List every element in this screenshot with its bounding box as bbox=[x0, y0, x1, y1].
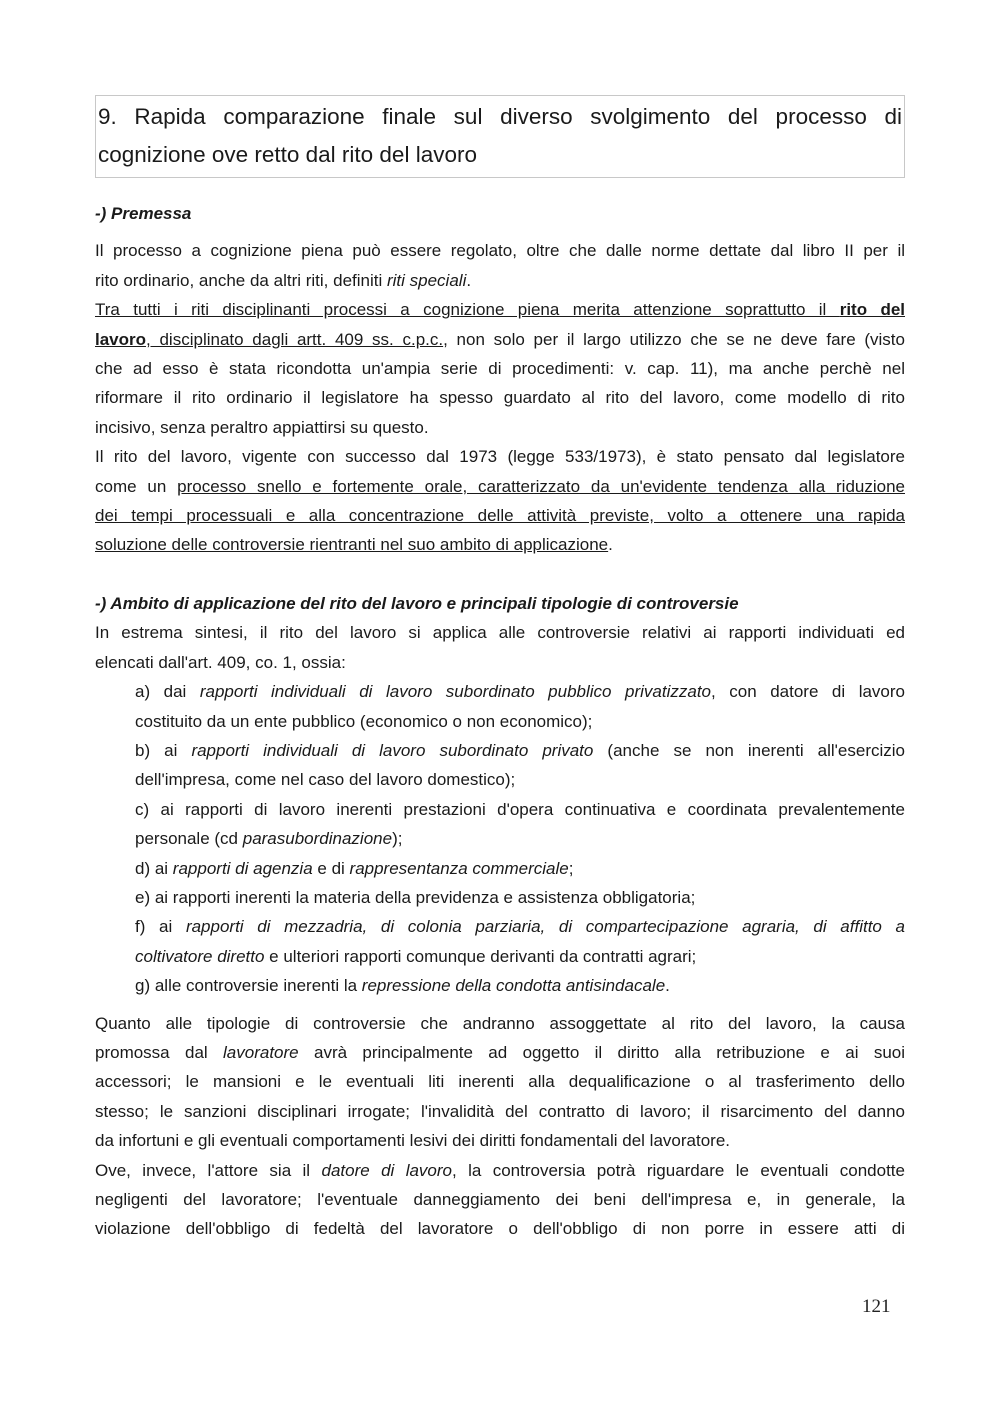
text-line: Tra tutti i riti disciplinanti processi a cognizione piena merita attenzione soprattutto il rito del bbox=[95, 300, 906, 320]
paragraph-datore bbox=[95, 1156, 905, 1244]
list-item: c) ai rapporti di lavoro inerenti prestazioni d'opera continuativa e coordinata prevalentemente personale (cd parasubordinazione); bbox=[135, 799, 905, 849]
text-line: Ove, invece, l'attore sia il datore di lavoro, la controversia potrà riguardare le eventuali condotte bbox=[95, 1160, 905, 1180]
text-line: incisivo, senza peraltro appiattirsi su questo. bbox=[95, 417, 429, 437]
text-line: Il rito del lavoro, vigente con successo dal 1973 (legge 533/1973), è stato pensato dal legislatore bbox=[95, 447, 905, 467]
list-item: d) ai rapporti di agenzia e di rappresentanza commerciale; bbox=[135, 858, 574, 878]
text-line: Quanto alle tipologie di controversie che andranno assoggettate al rito del lavoro, la causa bbox=[95, 1013, 905, 1033]
italic-term: riti speciali bbox=[386, 270, 467, 290]
paragraph-rito-lavoro bbox=[95, 295, 905, 442]
text-line: come un processo snello e fortemente orale, caratterizzato da un'evidente tendenza alla riduzione bbox=[95, 476, 905, 496]
text-line: negligenti del lavoratore; l'eventuale danneggiamento dei beni dell'impresa e, in generale, la bbox=[95, 1190, 905, 1209]
text-line: promossa dal lavoratore avrà principalmente ad oggetto il diritto alla retribuzione e ai suoi bbox=[95, 1042, 905, 1062]
text-line: violazione dell'obbligo di fedeltà del lavoratore o dell'obbligo di non porre in essere atti di bbox=[95, 1219, 905, 1239]
list-item: b) ai rapporti individuali di lavoro subordinato privato (anche se non inerenti all'esercizio dell'impresa, come nel caso del lavoro domestico); bbox=[135, 740, 905, 790]
text-line: soluzione delle controversie rientranti nel suo ambito di applicazione. bbox=[95, 535, 613, 555]
list-item: a) dai rapporti individuali di lavoro subordinato pubblico privatizzato, con datore di lavoro costituito da un ente pubblico (economico o non economico); bbox=[135, 682, 905, 731]
page-number: 121 bbox=[862, 1296, 891, 1317]
bold-term: lavoro bbox=[95, 329, 147, 349]
bold-term: rito del bbox=[839, 300, 906, 320]
text-line: Il processo a cognizione piena può essere regolato, oltre che dalle norme dettate dal libro II per il bbox=[95, 241, 905, 261]
paragraph-vigente bbox=[95, 442, 905, 560]
text-line: da infortuni e gli eventuali comportamenti lesivi dei diritti fondamentali del lavoratore. bbox=[95, 1131, 731, 1151]
text-line: In estrema sintesi, il rito del lavoro si applica alle controversie relativi ai rapporti individuati ed bbox=[95, 623, 905, 643]
text-line: elencati dall'art. 409, co. 1, ossia: bbox=[95, 652, 346, 672]
list-item: g) alle controversie inerenti la repressione della condotta antisindacale. bbox=[135, 976, 670, 996]
document-page bbox=[95, 95, 905, 1244]
chapter-title-line-2: cognizione ove retto dal rito del lavoro bbox=[98, 142, 477, 167]
text-line: accessori; le mansioni e le eventuali liti inerenti alla dequalificazione o al trasferimento dello bbox=[95, 1072, 905, 1092]
list-item: e) ai rapporti inerenti la materia della previdenza e assistenza obbligatoria; bbox=[135, 887, 696, 907]
text-line: che ad esso è stata ricondotta un'ampia serie di procedimenti: v. cap. 11), ma anche perchè nel bbox=[95, 359, 905, 379]
paragraph-intro bbox=[95, 236, 905, 295]
controversie-list bbox=[95, 677, 905, 1000]
text-line: lavoro, disciplinato dagli artt. 409 ss. c.p.c., non solo per il largo utilizzo che se ne deve fare (visto bbox=[95, 329, 905, 349]
text-line: riformare il rito ordinario il legislatore ha spesso guardato al rito del lavoro, come modello di rito bbox=[95, 388, 905, 408]
text-line: dei tempi processuali e alla concentrazione delle attività previste, volto a ottenere una rapida bbox=[95, 506, 905, 526]
paragraph-ambito-intro bbox=[95, 618, 905, 677]
section-heading-ambito: -) Ambito di applicazione del rito del lavoro e principali tipologie di controversie bbox=[95, 593, 739, 613]
text-line: rito ordinario, anche da altri riti, definiti riti speciali. bbox=[95, 270, 472, 290]
list-item: f) ai rapporti di mezzadria, di colonia parziaria, di compartecipazione agraria, di affitto a coltivatore diretto e ulteriori rapporti comunque derivanti da contratti agrari; bbox=[135, 917, 905, 966]
chapter-title-line-1: 9. Rapida comparazione finale sul diverso svolgimento del processo di bbox=[98, 104, 902, 129]
chapter-title bbox=[95, 95, 905, 178]
paragraph-lavoratore bbox=[95, 1009, 905, 1156]
section-heading-premessa: -) Premessa bbox=[95, 204, 192, 223]
text-line: stesso; le sanzioni disciplinari irrogate; l'invalidità del contratto di lavoro; il risarcimento del danno bbox=[95, 1101, 905, 1121]
